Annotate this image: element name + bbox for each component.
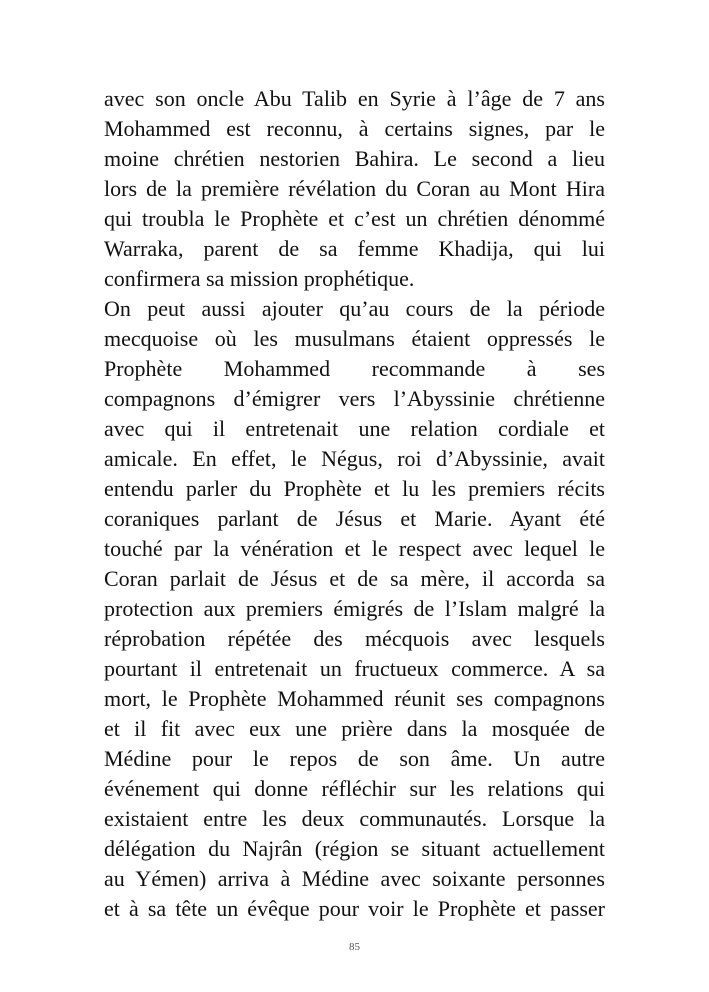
text-line: moine chrétien nestorien Bahira. Le second a lieu (104, 146, 605, 171)
text-line: entendu parler du Prophète et lu les premiers récits (104, 476, 605, 501)
text-line: existaient entre les deux communautés. Lorsque la (104, 806, 605, 831)
text-line: touché par la vénération et le respect avec lequel le (104, 536, 605, 561)
text-line: au Yémen) arriva à Médine avec soixante personnes (104, 866, 605, 891)
text-line: compagnons d’émigrer vers l’Abyssinie chrétienne (104, 386, 605, 411)
text-line: délégation du Najrân (région se situant actuellement (104, 836, 605, 861)
text-line: Mohammed est reconnu, à certains signes, par le (104, 116, 605, 141)
text-line: On peut aussi ajouter qu’au cours de la période (104, 296, 605, 321)
text-line: amicale. En effet, le Négus, roi d’Abyssinie, avait (104, 446, 605, 471)
text-line: et à sa tête un évêque pour voir le Prophète et passer (104, 896, 605, 921)
text-line: protection aux premiers émigrés de l’Islam malgré la (104, 596, 605, 621)
text-line: Médine pour le repos de son âme. Un autre (104, 746, 605, 771)
text-line: confirmera sa mission prophétique. (104, 266, 415, 291)
text-line: lors de la première révélation du Coran au Mont Hira (104, 176, 605, 201)
text-line: pourtant il entretenait un fructueux commerce. A sa (104, 656, 605, 681)
page-number: 85 (349, 941, 360, 953)
text-line: coraniques parlant de Jésus et Marie. Ayant été (104, 506, 605, 531)
text-line: avec qui il entretenait une relation cordiale et (104, 416, 605, 441)
text-line: mecquoise où les musulmans étaient oppressés le (104, 326, 605, 351)
text-line: Coran parlait de Jésus et de sa mère, il accorda sa (104, 566, 605, 591)
text-line: réprobation répétée des mécquois avec lesquels (104, 626, 605, 651)
text-line: qui troubla le Prophète et c’est un chrétien dénommé (104, 206, 605, 231)
text-line: mort, le Prophète Mohammed réunit ses compagnons (104, 686, 605, 711)
text-line: Prophète Mohammed recommande à ses (104, 356, 605, 381)
text-line: et il fit avec eux une prière dans la mosquée de (104, 716, 605, 741)
text-line: événement qui donne réfléchir sur les relations qui (104, 776, 605, 801)
body-text (104, 84, 605, 924)
text-line: Warraka, parent de sa femme Khadija, qui lui (104, 236, 605, 261)
text-line: avec son oncle Abu Talib en Syrie à l’âge de 7 ans (104, 86, 605, 111)
